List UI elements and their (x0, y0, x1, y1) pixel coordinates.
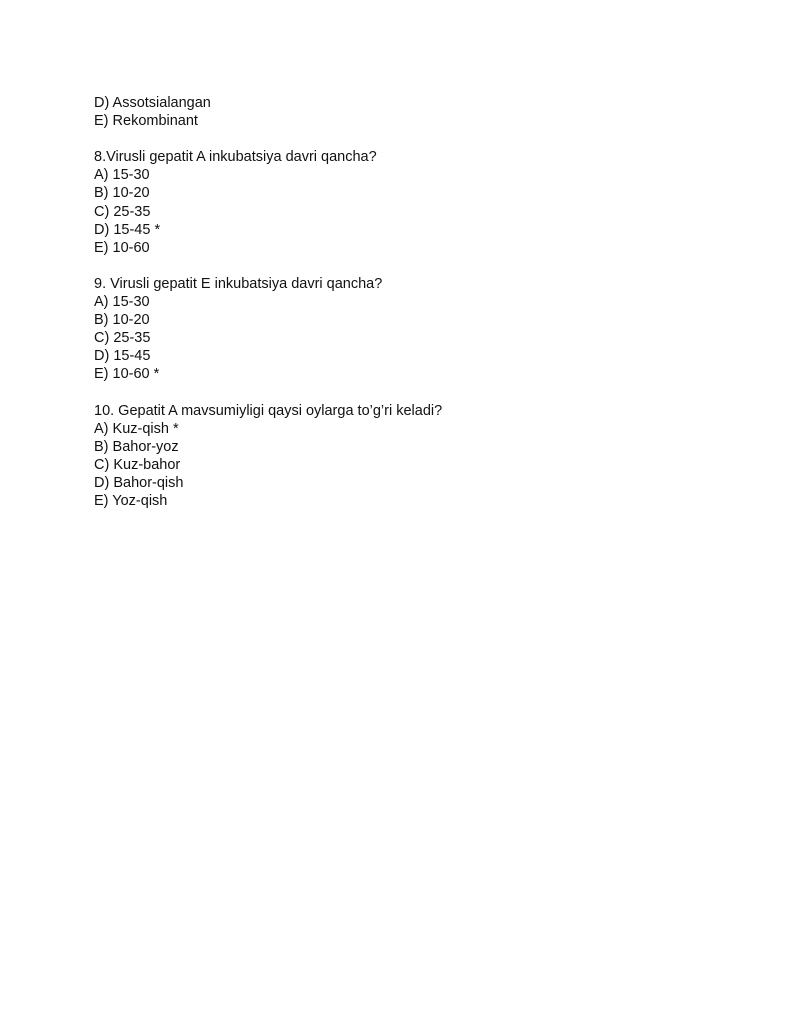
question-text: 8.Virusli gepatit A inkubatsiya davri qancha? (94, 149, 377, 166)
option-a: A) Kuz-qish * (94, 420, 179, 437)
document-content (94, 94, 714, 510)
option-b: B) 10-20 (94, 312, 150, 329)
question-9 (94, 275, 714, 384)
option-e: E) Yoz-qish (94, 493, 168, 510)
spacer (94, 130, 714, 148)
option-d: D) 15-45 * (94, 221, 161, 238)
question-text: 9. Virusli gepatit E inkubatsiya davri qancha? (94, 275, 383, 292)
option-b: B) 10-20 (94, 185, 150, 202)
option-a: A) 15-30 (94, 167, 150, 184)
spacer (94, 257, 714, 275)
option-b: B) Bahor-yoz (94, 438, 179, 455)
option-e: E) 10-60 * (94, 366, 160, 383)
question-8 (94, 148, 714, 257)
option-c: C) Kuz-bahor (94, 456, 181, 473)
option-d: D) Bahor-qish (94, 474, 184, 491)
option-c: C) 25-35 (94, 330, 151, 347)
option-e: E) 10-60 (94, 239, 150, 256)
spacer (94, 384, 714, 402)
question-text: 10. Gepatit A mavsumiyligi qaysi oylarga to’g’ri keladi? (94, 402, 443, 419)
option-d: D) 15-45 (94, 348, 151, 365)
previous-question-tail (94, 94, 714, 130)
option-a: A) 15-30 (94, 294, 150, 311)
option-e: E) Rekombinant (94, 113, 198, 130)
question-10 (94, 402, 714, 511)
option-d: D) Assotsialangan (94, 95, 211, 111)
option-c: C) 25-35 (94, 203, 151, 220)
